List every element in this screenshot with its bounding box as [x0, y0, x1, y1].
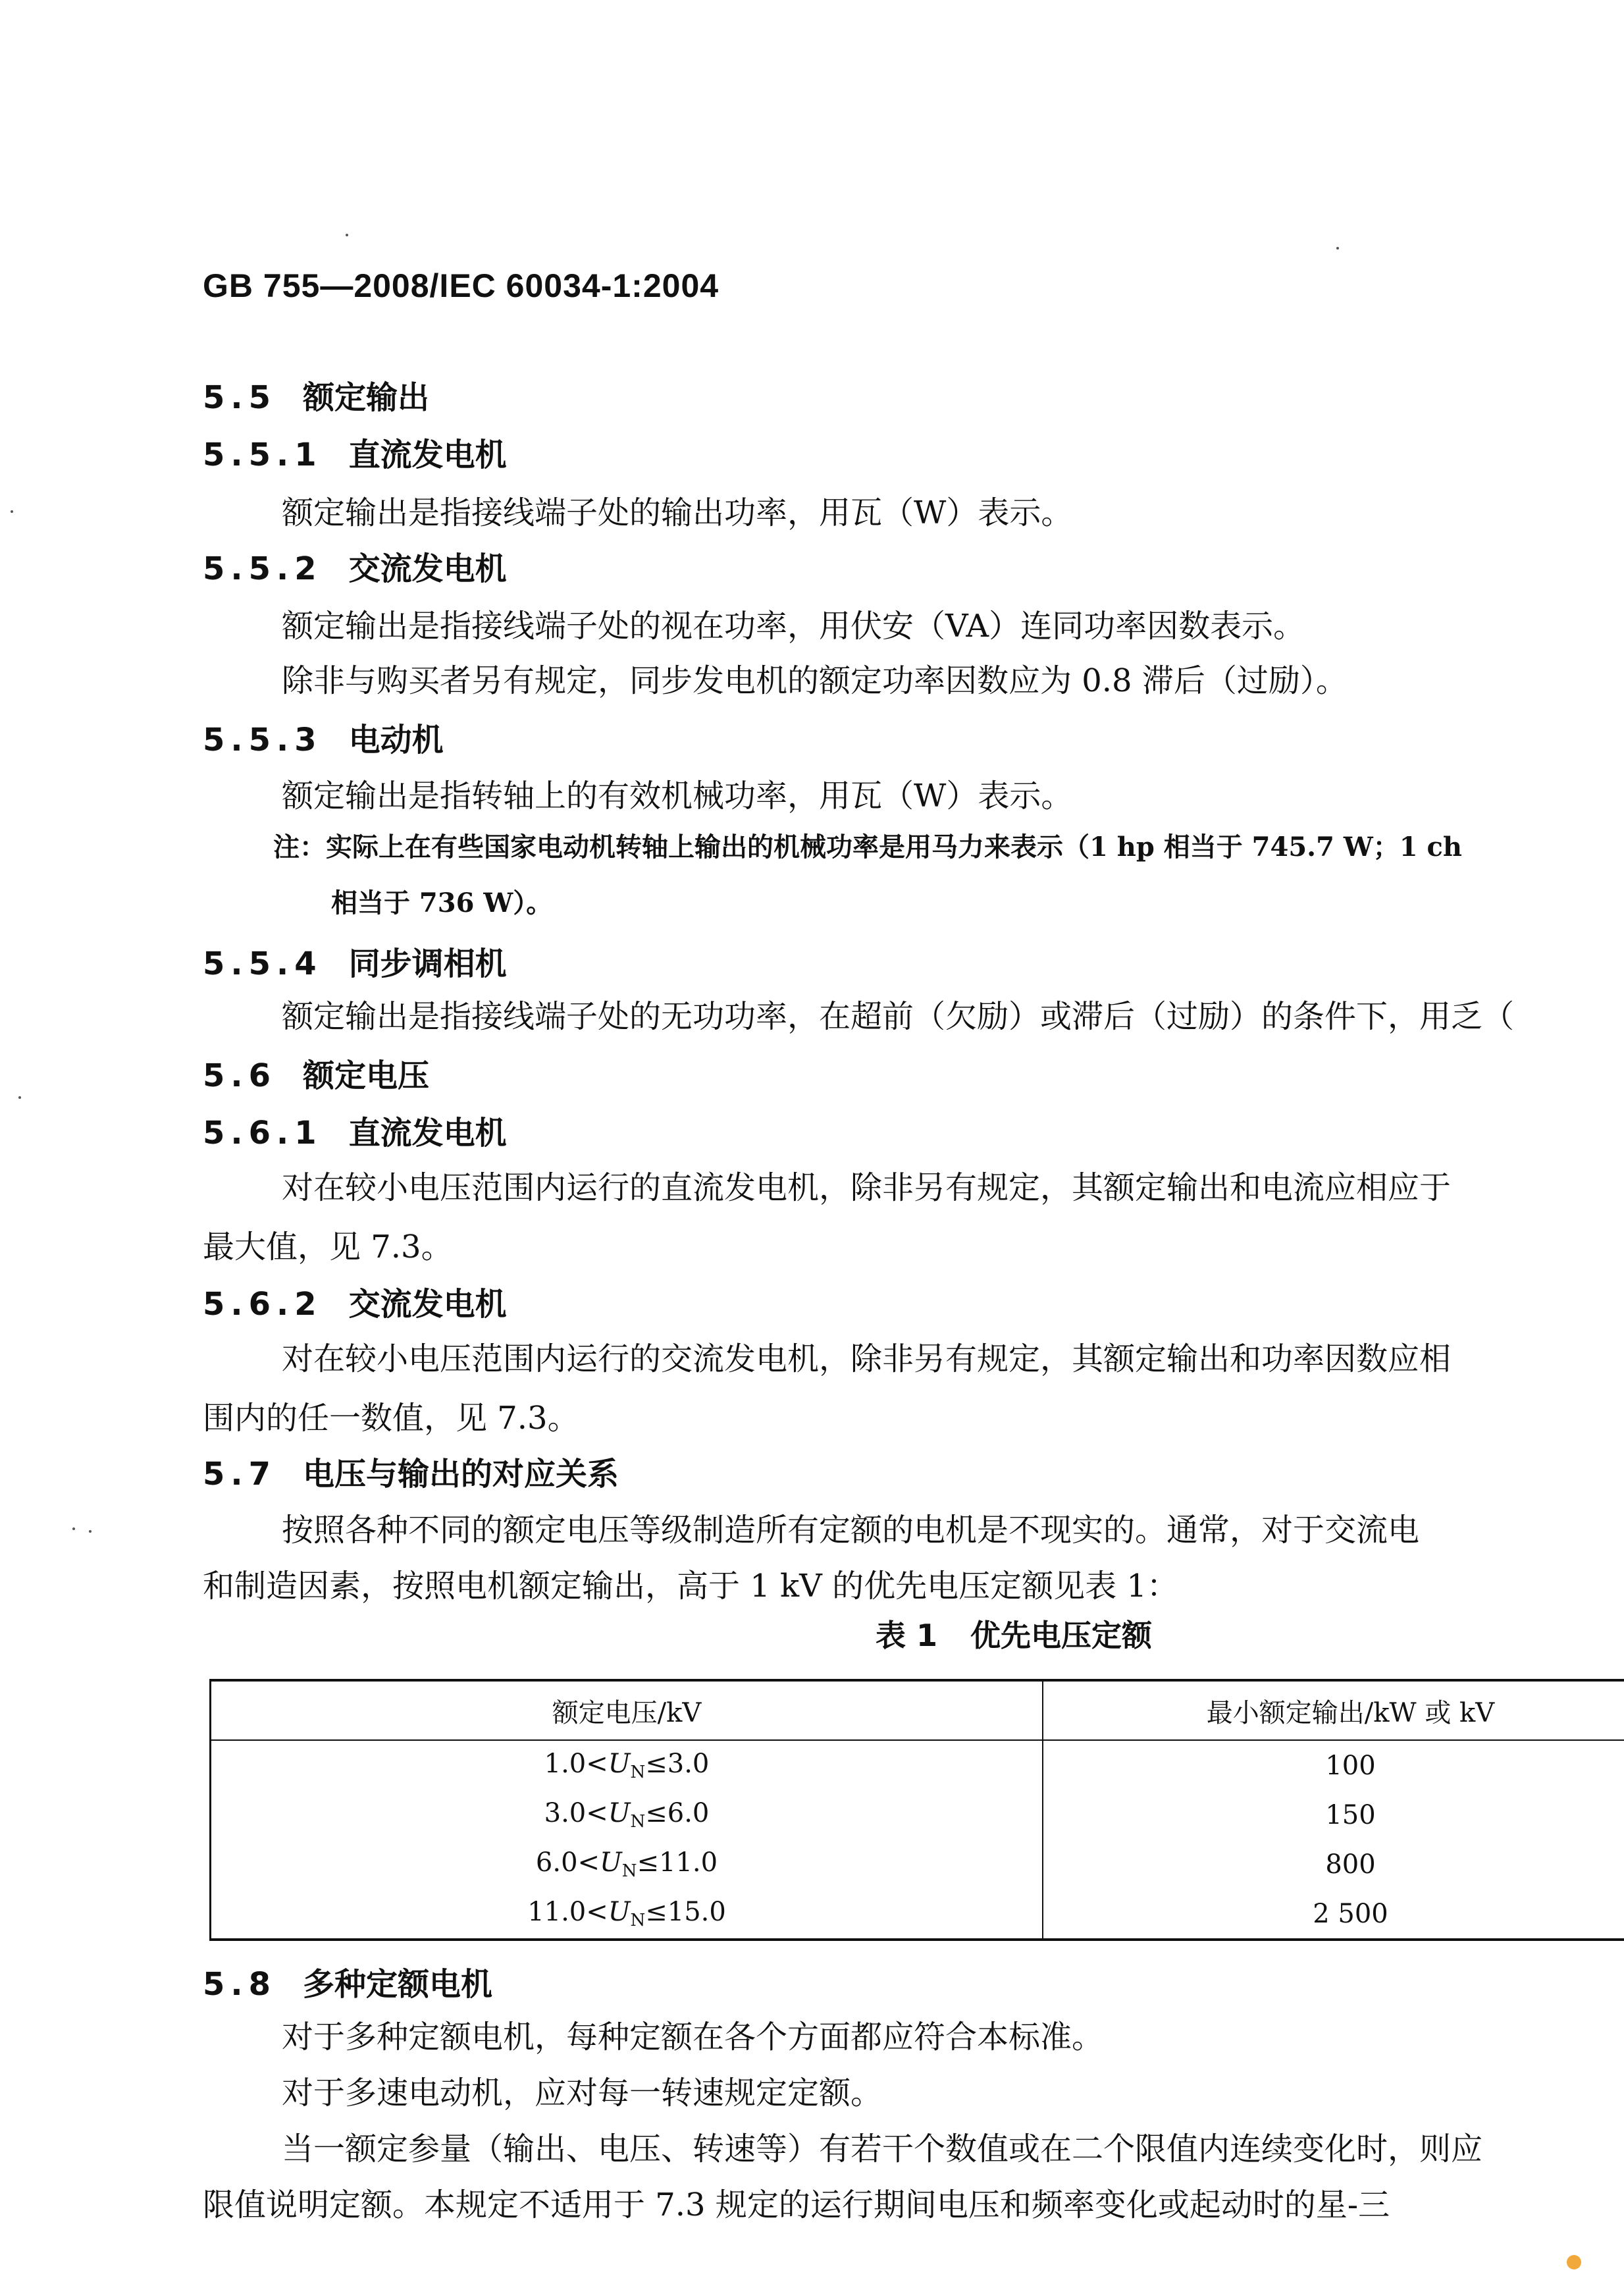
section-heading-5-6-2: [203, 1279, 507, 1324]
section-heading-5-5-4: [203, 938, 507, 984]
section-number: 5.5.3: [203, 722, 323, 758]
scan-speck: [346, 234, 348, 236]
paragraph: 额定输出是指接线端子处的无功功率，在超前（欠励）或滞后（过励）的条件下，用乏（: [282, 998, 1515, 1035]
section-number: 5.7: [203, 1456, 277, 1493]
paragraph: 额定输出是指转轴上的有效机械功率，用瓦（W）表示。: [282, 778, 1073, 814]
section-number: 5.6.1: [203, 1115, 323, 1152]
section-heading-5-5-3: [203, 714, 444, 760]
column-header-output: 最小额定输出/kW 或 kV: [1043, 1680, 1624, 1740]
subscript: N: [630, 1812, 646, 1832]
note: 注：实际上在有些国家电动机转轴上输出的机械功率是用马力来表示（1 hp 相当于 745.7 W；1 ch: [273, 832, 1462, 862]
paragraph: 额定输出是指接线端子处的输出功率，用瓦（W）表示。: [282, 494, 1073, 531]
voltage-rating-table: [209, 1679, 1624, 1941]
table-header-row: [211, 1680, 1624, 1740]
section-heading-5-7: [203, 1448, 619, 1494]
section-title: 电动机: [348, 722, 444, 758]
subscript: N: [621, 1861, 637, 1881]
voltage-range-cell: [211, 1840, 1043, 1889]
range-high: ≤15.0: [645, 1897, 726, 1927]
paragraph-continuation: 围内的任一数值，见 7.3。: [203, 1400, 579, 1437]
min-output-cell: 100: [1325, 1750, 1376, 1781]
range-low: 11.0<: [527, 1897, 608, 1927]
section-number: 5.8: [203, 1966, 277, 2003]
variable: U: [608, 1897, 631, 1927]
scan-speck: [72, 1527, 75, 1530]
table-row: [211, 1840, 1624, 1889]
section-title: 电压与输出的对应关系: [303, 1456, 619, 1493]
section-title: 额定输出: [303, 379, 430, 416]
table-title: [876, 1612, 1152, 1655]
paragraph: 按照各种不同的额定电压等级制造所有定额的电机是不现实的。通常，对于交流电: [282, 1512, 1420, 1549]
section-title: 额定电压: [303, 1057, 430, 1094]
paragraph: 除非与购买者另有规定，同步发电机的额定功率因数应为 0.8 滞后（过励）。: [282, 662, 1348, 699]
section-number: 5.5.1: [203, 437, 323, 473]
voltage-range-cell: [211, 1740, 1043, 1790]
table-caption: 优先电压定额: [970, 1618, 1153, 1653]
range-low: 1.0<: [544, 1749, 608, 1779]
section-heading-5-5: [203, 372, 429, 417]
range-low: 3.0<: [544, 1798, 608, 1828]
voltage-range-cell: [211, 1790, 1043, 1840]
section-title: 交流发电机: [348, 1286, 507, 1323]
subscript: N: [630, 1911, 646, 1930]
column-header-voltage: 额定电压/kV: [211, 1680, 1043, 1740]
scan-speck: [1336, 247, 1339, 250]
range-high: ≤11.0: [637, 1847, 718, 1878]
paragraph-continuation: 最大值，见 7.3。: [203, 1229, 453, 1265]
section-title: 直流发电机: [348, 437, 507, 473]
range-low: 6.0<: [535, 1847, 600, 1878]
section-number: 5.5.2: [203, 550, 323, 587]
section-number: 5.5.4: [203, 945, 323, 982]
table-row: [211, 1889, 1624, 1940]
paragraph-continuation: 和制造因素，按照电机额定输出，高于 1 kV 的优先电压定额见表 1：: [203, 1568, 1178, 1604]
scan-speck: [11, 510, 13, 513]
subscript: N: [630, 1763, 646, 1782]
section-heading-5-5-1: [203, 429, 507, 475]
voltage-range-cell: [211, 1889, 1043, 1940]
watermark-logo: [1567, 2255, 1584, 2269]
section-title: 交流发电机: [348, 550, 507, 587]
paragraph-continuation: 限值说明定额。本规定不适用于 7.3 规定的运行期间电压和频率变化或起动时的星-三: [203, 2187, 1390, 2223]
variable: U: [608, 1749, 631, 1779]
standard-header: GB 755—2008/IEC 60034-1:2004: [203, 267, 720, 304]
section-number: 5.6: [203, 1057, 277, 1094]
section-heading-5-6-1: [203, 1107, 507, 1153]
paragraph: 当一额定参量（输出、电压、转速等）有若干个数值或在二个限值内连续变化时，则应: [282, 2131, 1483, 2167]
section-heading-5-5-2: [203, 543, 507, 589]
section-number: 5.5: [203, 379, 277, 416]
scan-speck: [18, 1096, 21, 1099]
paragraph: 对于多种定额电机，每种定额在各个方面都应符合本标准。: [282, 2019, 1104, 2055]
paragraph: 对在较小电压范围内运行的交流发电机，除非另有规定，其额定输出和功率因数应相: [282, 1340, 1452, 1377]
section-title: 多种定额电机: [303, 1966, 493, 2003]
range-high: ≤3.0: [645, 1749, 710, 1779]
section-title: 直流发电机: [348, 1115, 507, 1152]
section-heading-5-6: [203, 1050, 429, 1096]
min-output-cell: 150: [1325, 1799, 1376, 1830]
variable: U: [600, 1847, 622, 1878]
section-title: 同步调相机: [348, 945, 507, 982]
min-output-cell: 2 500: [1043, 1889, 1624, 1940]
range-high: ≤6.0: [645, 1798, 710, 1828]
section-heading-5-8: [203, 1959, 492, 2004]
paragraph: 对在较小电压范围内运行的直流发电机，除非另有规定，其额定输出和电流应相应于: [282, 1169, 1452, 1206]
section-number: 5.6.2: [203, 1286, 323, 1323]
paragraph: 额定输出是指接线端子处的视在功率，用伏安（VA）连同功率因数表示。: [282, 608, 1305, 645]
min-output-cell: 800: [1325, 1849, 1376, 1880]
table-number: 表 1: [876, 1618, 938, 1653]
note-continuation: 相当于 736 W）。: [331, 888, 553, 918]
variable: U: [608, 1798, 631, 1828]
table-row: [211, 1790, 1624, 1840]
table-row: [211, 1740, 1624, 1790]
scan-speck: [89, 1530, 92, 1533]
paragraph: 对于多速电动机，应对每一转速规定定额。: [282, 2075, 883, 2111]
